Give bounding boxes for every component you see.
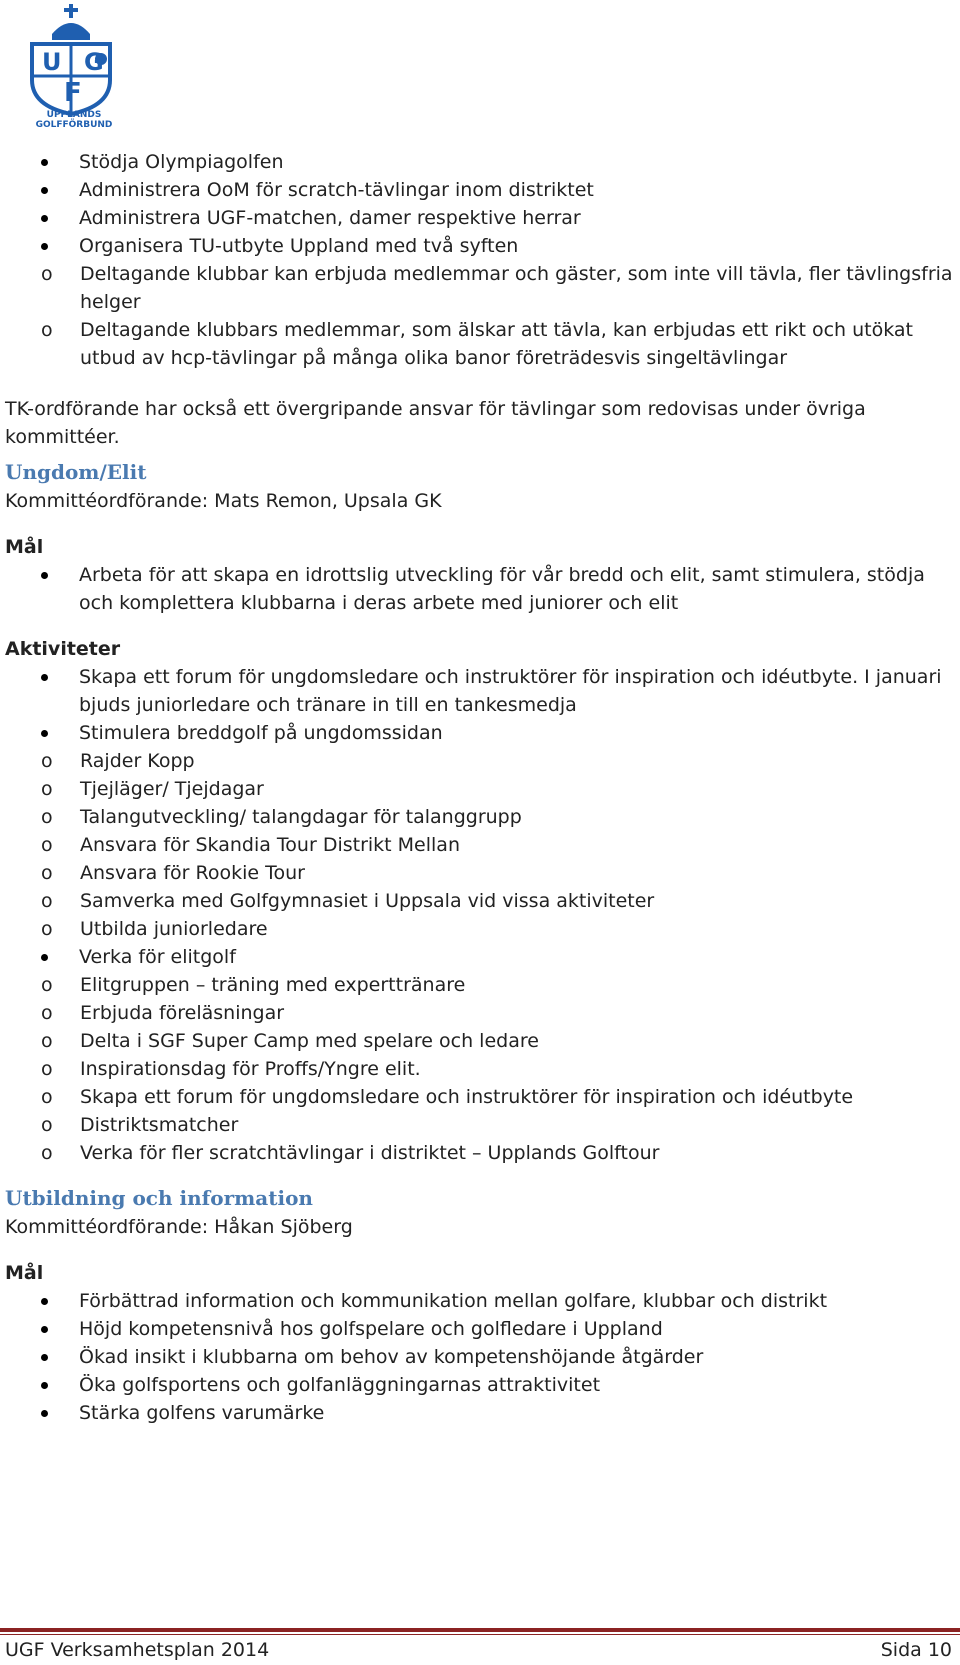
tk-paragraph: TK-ordförande har också ett övergripande ansvar för tävlingar som redovisas under övriga kommittéer. (5, 398, 866, 448)
sub-list-item: o Ansvara för Skandia Tour Distrikt Mellan (5, 831, 955, 859)
footer-document-title: UGF Verksamhetsplan 2014 (5, 1639, 270, 1661)
sub-list (5, 260, 955, 372)
list-item: Stärka golfens varumärke (5, 1399, 955, 1427)
list-item (5, 232, 955, 372)
activities-list (5, 663, 955, 1167)
list-item-text: Stimulera breddgolf på ungdomssidan (79, 722, 443, 744)
list-item: Höjd kompetensnivå hos golfspelare och golfledare i Uppland (5, 1315, 955, 1343)
ugf-logo (12, 2, 136, 130)
goal-label: Mål (5, 536, 44, 558)
committee-chair: Kommittéordförande: Håkan Sjöberg (5, 1216, 353, 1238)
activities-label: Aktiviteter (5, 638, 121, 660)
committee-chair: Kommittéordförande: Mats Remon, Upsala GK (5, 490, 442, 512)
logo-letter-u: U (42, 48, 62, 76)
footer-page-number: Sida 10 (880, 1639, 952, 1661)
sub-list-item: o Delta i SGF Super Camp med spelare och ledare (5, 1027, 955, 1055)
list-item: Administrera OoM för scratch-tävlingar inom distriktet (5, 176, 955, 204)
goal-list (5, 1287, 955, 1427)
sub-list-item: o Utbilda juniorledare (5, 915, 955, 943)
sub-list-item: o Samverka med Golfgymnasiet i Uppsala vid vissa aktiviteter (5, 887, 955, 915)
list-item: Öka golfsportens och golfanläggningarnas attraktivitet (5, 1371, 955, 1399)
list-item: Stödja Olympiagolfen (5, 148, 955, 176)
logo-ring-text: UPPLANDS GOLFFÖRBUND (35, 110, 113, 130)
sub-list-item: o Tjejläger/ Tjejdagar (5, 775, 955, 803)
sub-list (5, 971, 955, 1167)
list-item: Arbeta för att skapa en idrottslig utveckling för vår bredd och elit, samt stimulera, stödja och komplettera klubbarna i deras arbete med juniorer och elit (5, 561, 955, 617)
document-body (5, 148, 955, 1427)
sub-list-item: o Inspirationsdag för Proffs/Yngre elit. (5, 1055, 955, 1083)
list-item-text: Verka för elitgolf (79, 946, 236, 968)
logo-letter-f: F (64, 78, 82, 108)
sub-list-item: o Talangutveckling/ talangdagar för talanggrupp (5, 803, 955, 831)
list-item: Förbättrad information och kommunikation mellan golfare, klubbar och distrikt (5, 1287, 955, 1315)
sub-list-item: o Deltagande klubbar kan erbjuda medlemmar och gäster, som inte vill tävla, fler tävlingsfria helger (5, 260, 955, 316)
sub-list-item: o Skapa ett forum för ungdomsledare och instruktörer för inspiration och idéutbyte (5, 1083, 955, 1111)
sub-list-item: o Verka för fler scratchtävlingar i distriktet – Upplands Golftour (5, 1139, 955, 1167)
tk-bullet-list (5, 148, 955, 372)
list-item: Skapa ett forum för ungdomsledare och instruktörer för inspiration och idéutbyte. I januari bjuds juniorledare och tränare in till en tankesmedja (5, 663, 955, 719)
goal-list (5, 561, 955, 617)
list-item-text: Organisera TU-utbyte Uppland med två syften (79, 235, 519, 257)
sub-list-item: o Erbjuda föreläsningar (5, 999, 955, 1027)
footer-rule-thin (0, 1634, 960, 1635)
sub-list-item: o Ansvara för Rookie Tour (5, 859, 955, 887)
list-item (5, 719, 955, 943)
section-heading-utbildning: Utbildning och information (5, 1186, 313, 1210)
sub-list-item: o Elitgruppen – träning med experttränare (5, 971, 955, 999)
sub-list (5, 747, 955, 943)
sub-list-item: o Rajder Kopp (5, 747, 955, 775)
list-item: Ökad insikt i klubbarna om behov av kompetenshöjande åtgärder (5, 1343, 955, 1371)
sub-list-item: o Deltagande klubbars medlemmar, som älskar att tävla, kan erbjudas ett rikt och utökat utbud av hcp-tävlingar på många olika banor företrädesvis singeltävlingar (5, 316, 955, 372)
sub-list-item: o Distriktsmatcher (5, 1111, 955, 1139)
logo-letter-g: G (84, 48, 104, 76)
section-heading-ungdom: Ungdom/Elit (5, 460, 147, 484)
list-item (5, 943, 955, 1167)
goal-label: Mål (5, 1262, 44, 1284)
list-item: Administrera UGF-matchen, damer respektive herrar (5, 204, 955, 232)
footer-rule (0, 1628, 960, 1632)
